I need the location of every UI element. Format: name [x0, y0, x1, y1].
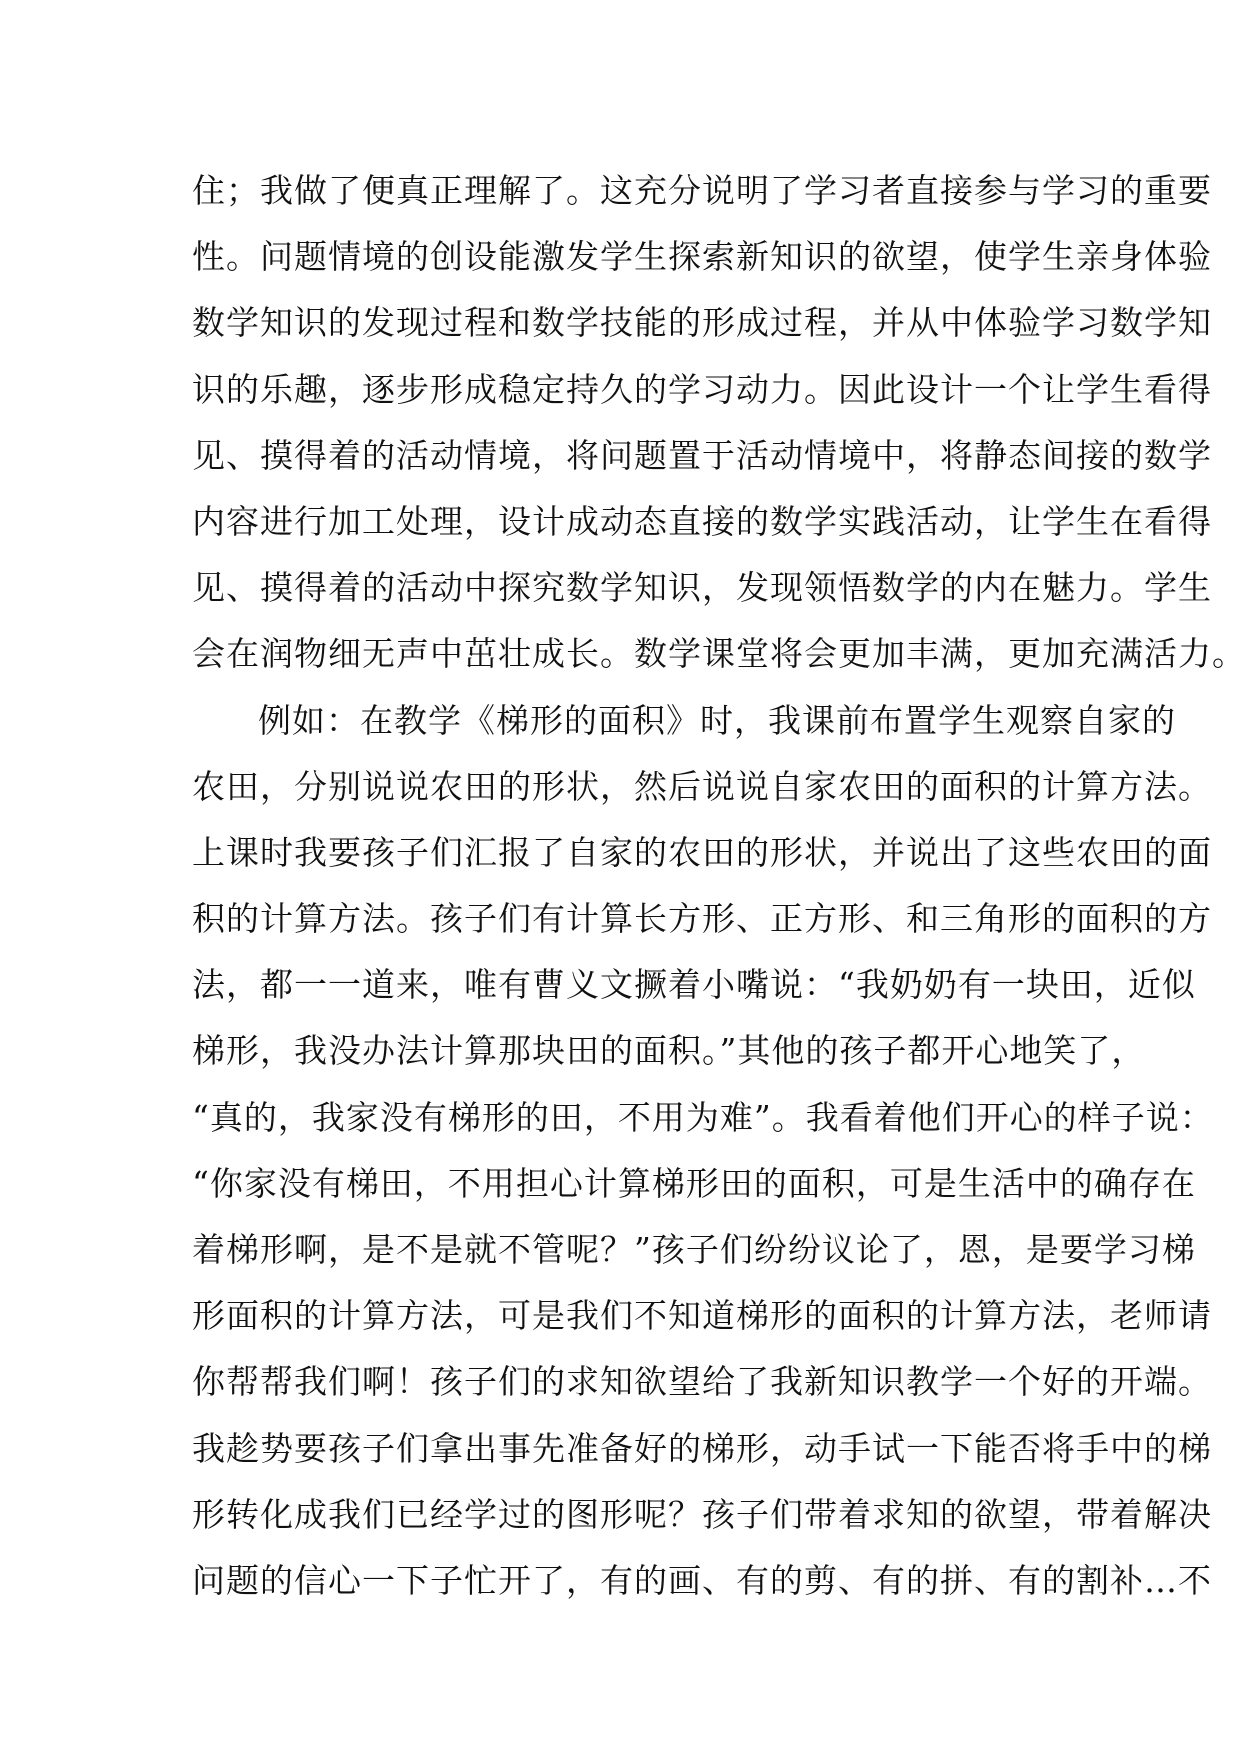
- text-line: “你家没有梯田，不用担心计算梯形田的面积，可是生活中的确存在: [192, 1163, 1196, 1203]
- text-line: 识的乐趣，逐步形成稳定持久的学习动力。因此设计一个让学生看得: [192, 369, 1212, 409]
- text-line: 住；我做了便真正理解了。这充分说明了学习者直接参与学习的重要: [192, 171, 1212, 210]
- text-line: 会在润物细无声中茁壮成长。数学课堂将会更加丰满，更加充满活力。: [192, 634, 1246, 674]
- text-line: 积的计算方法。孩子们有计算长方形、正方形、和三角形的面积的方: [192, 899, 1212, 939]
- text-line: 见、摸得着的活动情境，将问题置于活动情境中，将静态间接的数学: [192, 435, 1212, 475]
- text-line: 内容进行加工处理，设计成动态直接的数学实践活动，让学生在看得: [192, 501, 1212, 541]
- text-line: 我趁势要孩子们拿出事先准备好的梯形，动手试一下能否将手中的梯: [192, 1428, 1212, 1468]
- text-line: 你帮帮我们啊！孩子们的求知欲望给了我新知识教学一个好的开端。: [192, 1362, 1212, 1402]
- text-line: 着梯形啊，是不是就不管呢？”孩子们纷纷议论了，恩，是要学习梯: [192, 1230, 1196, 1269]
- body-text: [192, 158, 1246, 1614]
- text-line: 上课时我要孩子们汇报了自家的农田的形状，并说出了这些农田的面: [192, 832, 1212, 872]
- text-line: 形面积的计算方法，可是我们不知道梯形的面积的计算方法，老师请: [192, 1296, 1212, 1336]
- text-line: 见、摸得着的活动中探究数学知识，发现领悟数学的内在魅力。学生: [192, 568, 1212, 608]
- text-line: “真的，我家没有梯形的田，不用为难”。我看着他们开心的样子说：: [192, 1097, 1214, 1137]
- text-line: 梯形，我没办法计算那块田的面积。”其他的孩子都开心地笑了，: [192, 1031, 1146, 1071]
- text-line: 数学知识的发现过程和数学技能的形成过程，并从中体验学习数学知: [192, 303, 1212, 343]
- text-line: 性。问题情境的创设能激发学生探索新知识的欲望，使学生亲身体验: [192, 237, 1212, 277]
- paragraph-start-line: 例如：在教学《梯形的面积》时，我课前布置学生观察自家的: [258, 700, 1176, 740]
- text-line: 问题的信心一下子忙开了，有的画、有的剪、有的拼、有的割补…不: [192, 1560, 1212, 1600]
- text-line: 农田，分别说说农田的形状，然后说说自家农田的面积的计算方法。: [192, 766, 1212, 806]
- text-line: 法，都一一道来，唯有曹义文撅着小嘴说：“我奶奶有一块田，近似: [192, 965, 1196, 1005]
- text-line: 形转化成我们已经学过的图形呢？孩子们带着求知的欲望，带着解决: [192, 1494, 1212, 1534]
